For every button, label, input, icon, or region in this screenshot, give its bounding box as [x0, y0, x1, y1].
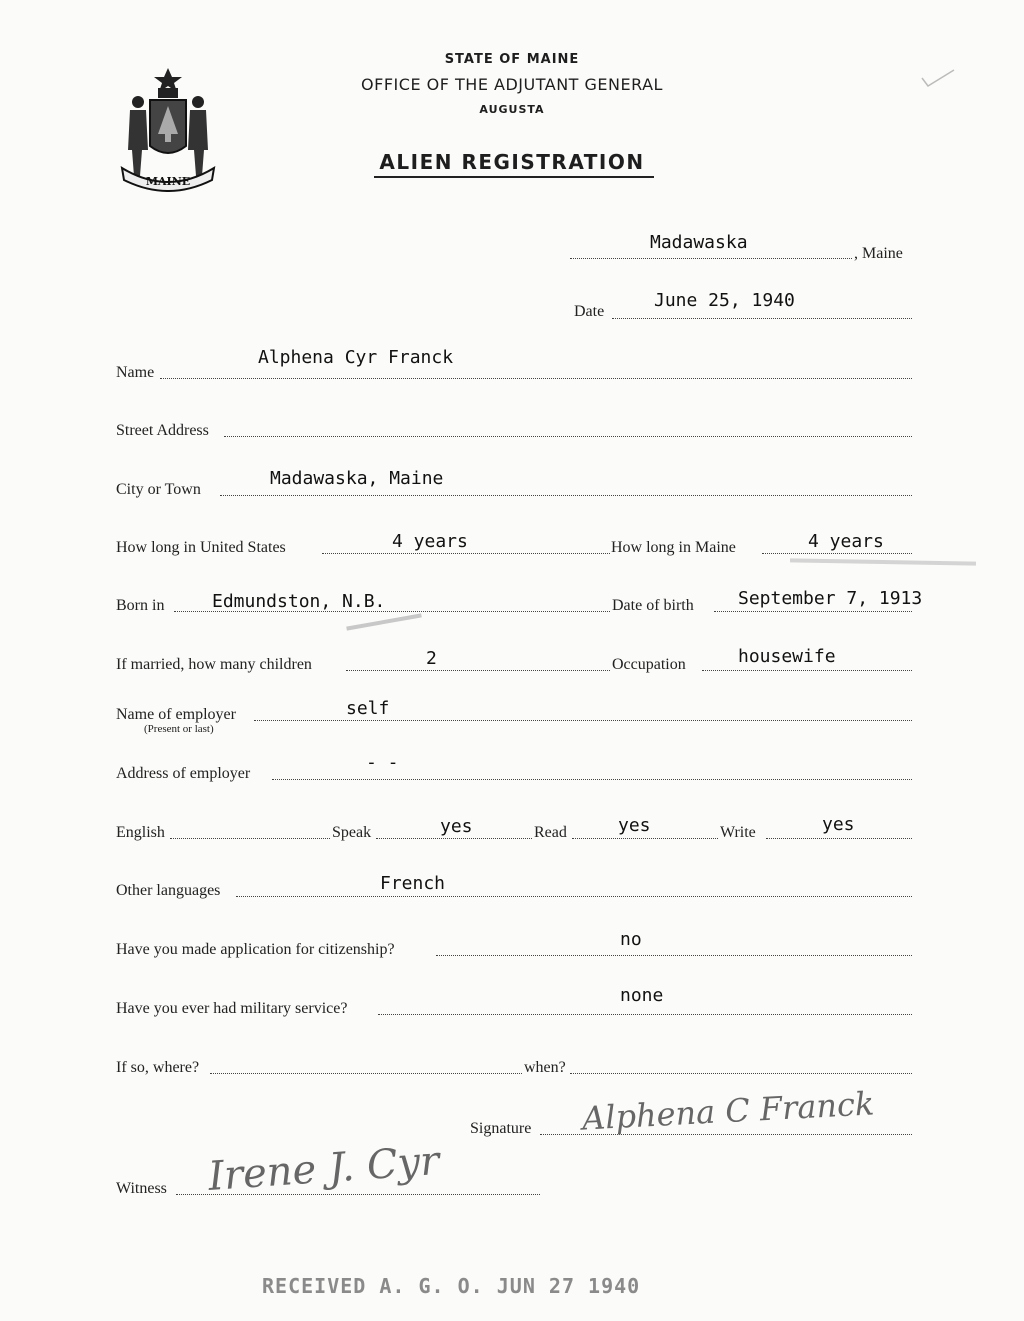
us-time-value[interactable]: 4 years [392, 531, 468, 552]
speak-label: Speak [332, 824, 372, 841]
city-value[interactable]: Madawaska, Maine [270, 468, 444, 489]
when-label: when? [524, 1059, 566, 1076]
read-line [572, 838, 718, 839]
page-title: ALIEN REGISTRATION [379, 150, 645, 174]
where-label: If so, where? [116, 1059, 200, 1076]
signature-handwritten: Alphena C Franck [581, 1084, 876, 1138]
signature-label: Signature [470, 1120, 532, 1137]
other-languages-value[interactable]: French [380, 873, 446, 894]
pencil-mark [790, 558, 976, 565]
citizenship-value[interactable]: no [620, 929, 642, 950]
read-value[interactable]: yes [618, 815, 651, 836]
name-value[interactable]: Alphena Cyr Franck [258, 347, 454, 368]
dob-line [714, 611, 912, 612]
where-line [210, 1073, 522, 1074]
received-stamp: RECEIVED A. G. O. JUN 27 1940 [262, 1274, 641, 1298]
state-heading: STATE OF MAINE [444, 52, 580, 67]
name-line [160, 378, 912, 379]
write-label: Write [720, 824, 756, 841]
city-line [220, 495, 912, 496]
other-languages-line [236, 896, 912, 897]
title-underline [374, 176, 654, 178]
english-line [170, 838, 330, 839]
military-line [378, 1014, 912, 1015]
maine-time-value[interactable]: 4 years [808, 531, 884, 552]
employer-address-line [272, 779, 912, 780]
employer-label: Name of employer [116, 706, 236, 723]
pencil-mark [346, 613, 422, 630]
military-value[interactable]: none [620, 985, 664, 1006]
office-heading: OFFICE OF THE ADJUTANT GENERAL [361, 75, 663, 94]
write-line [766, 838, 912, 839]
employer-value[interactable]: self [346, 698, 390, 719]
check-mark-icon [918, 66, 958, 90]
name-label: Name [116, 364, 155, 381]
city-heading: AUGUSTA [479, 103, 545, 116]
employer-address-value[interactable]: - - [366, 752, 399, 773]
born-value[interactable]: Edmundston, N.B. [212, 591, 386, 612]
children-value[interactable]: 2 [426, 648, 437, 669]
children-line [346, 670, 610, 671]
date-label: Date [574, 303, 605, 320]
street-line [224, 436, 912, 437]
write-value[interactable]: yes [822, 814, 855, 835]
us-time-line [322, 553, 610, 554]
children-label: If married, how many children [116, 656, 312, 673]
date-value[interactable]: June 25, 1940 [654, 290, 795, 311]
employer-sublabel: (Present or last) [144, 723, 214, 735]
maine-time-label: How long in Maine [611, 539, 736, 556]
employer-address-label: Address of employer [116, 765, 251, 782]
occupation-value[interactable]: housewife [738, 646, 836, 667]
witness-label: Witness [116, 1180, 167, 1197]
occupation-label: Occupation [612, 656, 686, 673]
military-label: Have you ever had military service? [116, 1000, 348, 1017]
place-suffix: , Maine [854, 245, 903, 262]
svg-text:MAINE: MAINE [145, 175, 191, 188]
dob-value[interactable]: September 7, 1913 [738, 588, 923, 609]
read-label: Read [534, 824, 567, 841]
citizenship-label: Have you made application for citizenship? [116, 941, 395, 958]
born-label: Born in [116, 597, 165, 614]
english-label: English [116, 824, 165, 841]
when-line [570, 1073, 912, 1074]
place-value[interactable]: Madawaska [650, 232, 748, 253]
dob-label: Date of birth [612, 597, 694, 614]
citizenship-line [436, 955, 912, 956]
place-line [570, 258, 852, 259]
street-label: Street Address [116, 422, 209, 439]
us-time-label: How long in United States [116, 539, 286, 556]
witness-signature-handwritten: Irene J. Cyr [206, 1137, 441, 1201]
maine-time-line [762, 553, 912, 554]
born-line [174, 611, 610, 612]
city-label: City or Town [116, 481, 201, 498]
date-line [612, 318, 912, 319]
employer-line [254, 720, 912, 721]
other-languages-label: Other languages [116, 882, 221, 899]
occupation-line [702, 670, 912, 671]
speak-line [376, 838, 532, 839]
speak-value[interactable]: yes [440, 816, 473, 837]
